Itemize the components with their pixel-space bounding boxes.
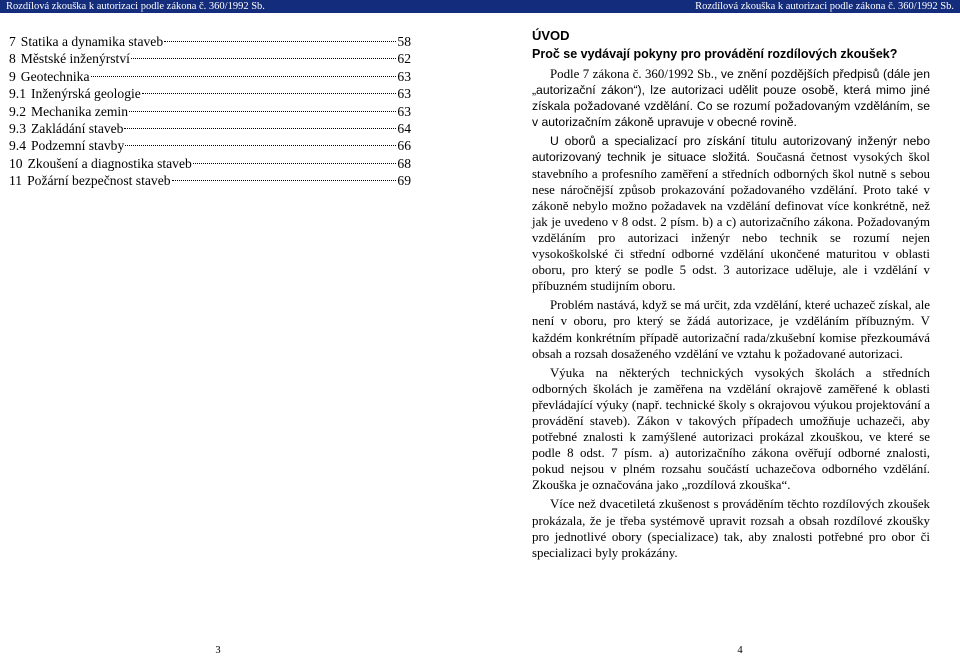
paragraph: [532, 133, 930, 294]
toc-entry[interactable]: [9, 33, 411, 50]
toc-dot-leader: [142, 93, 397, 94]
toc-entry-title: Zkoušení a diagnostika staveb: [27, 155, 192, 171]
page-number: 4: [737, 645, 743, 656]
toc-entry-page: 63: [397, 86, 411, 102]
toc-entry-page: 62: [397, 51, 411, 67]
toc-entry[interactable]: [9, 120, 411, 137]
toc-entry-number: 9.3: [9, 120, 26, 136]
toc-entry-number: 9.2: [9, 103, 26, 119]
toc-entry[interactable]: [9, 85, 411, 102]
right-page: [480, 0, 960, 663]
toc-entry-title: Zakládání staveb: [31, 120, 124, 136]
paragraph: Výuka na některých technických vysokých školách a středních odborných školách je zaměřena na vzdělání okrajově zaměřené k oblasti převládající výuky (např. technické školy s okrajovou výukou projektování a provádění staveb). Zákon v takových případech umožňuje uchazeči, aby potřebné znalosti k zamýšlené autorizaci prokázal zkouškou, ve které se podle 8 odst. 7 písm. a) autorizačního zákona ověřují odborné znalosti, pokud nejsou v plném rozsahu součástí uchazečova odborného vzdělání. Zkouška je označována jako „rozdílová zkouška“.: [532, 365, 930, 493]
toc-entry-title: Podzemní stavby: [31, 138, 125, 154]
toc-entry-page: 63: [397, 68, 411, 84]
paragraph-text: Podle 7 zákona č. 360/1992 Sb.: [550, 67, 714, 81]
toc-entry-title: Statika a dynamika staveb: [20, 34, 164, 49]
toc-entry-number: 7: [9, 34, 16, 49]
toc-dot-leader: [129, 111, 396, 112]
toc-dot-leader: [125, 145, 396, 146]
toc-dot-leader: [124, 128, 396, 129]
toc-entry-page: 58: [397, 34, 411, 49]
introduction-section: [532, 28, 930, 564]
toc-entry[interactable]: [9, 155, 411, 172]
toc-entry[interactable]: [9, 172, 411, 189]
section-heading: ÚVOD: [532, 28, 570, 43]
paragraph-text: Současná četnost vysokých škol stavebního a profesního zaměření a středních odborných škol nutně s sebou nese náročnější způsob prokazování požadovaného vzdělání. Proto také v zákoně nebylo možno požadavek na vzdělání definovat více konkrétně, než jak je uvedeno v 8 odst. 2 písm. b) a c) autorizačního zákona. Požadovaným vzděláním pro autorizaci inženýr nebo technik se rozumí nejen vysokoškolské či střední odborné vzdělání ukončené maturitou v oblasti oboru, pro který se podle 5 odst. 3 autorizace uděluje, ale i vzdělání v příbuzném studijním oboru.: [532, 150, 930, 294]
toc-entry-page: 63: [397, 103, 411, 119]
page-header: Rozdílová zkouška k autorizaci podle zákona č. 360/1992 Sb.: [480, 0, 960, 13]
toc-entry-page: 68: [397, 155, 411, 171]
toc-entry-title: Požární bezpečnost staveb: [27, 173, 171, 189]
toc-dot-leader: [193, 163, 397, 164]
toc-entry-number: 8: [9, 51, 16, 67]
toc-entry[interactable]: [9, 68, 411, 85]
toc-entry-number: 9.4: [9, 138, 26, 154]
page-header: Rozdílová zkouška k autorizaci podle zákona č. 360/1992 Sb.: [0, 0, 480, 13]
toc-entry-number: 11: [9, 173, 23, 189]
toc-entry-page: 66: [397, 138, 411, 154]
paragraph: Více než dvacetiletá zkušenost s prováděním těchto rozdílových zkoušek prokázala, že je třeba systémově upravit rozsah a obsah rozdílové zkoušky pro jednotlivé obory (specializace) tak, aby znalosti potřebné pro obor či specializaci byly prokázány.: [532, 497, 930, 560]
toc-dot-leader: [164, 41, 396, 42]
toc-dot-leader: [91, 76, 397, 77]
table-of-contents: [9, 33, 411, 190]
toc-entry-number: 9.1: [9, 86, 26, 102]
toc-entry[interactable]: [9, 103, 411, 120]
toc-dot-leader: [172, 180, 397, 181]
toc-entry-number: 10: [9, 155, 23, 171]
toc-entry-title: Geotechnika: [20, 68, 90, 84]
toc-entry-title: Městské inženýrství: [20, 51, 130, 67]
toc-entry-title: Mechanika zemin: [31, 103, 129, 119]
toc-dot-leader: [131, 58, 397, 59]
toc-entry-title: Inženýrská geologie: [31, 86, 141, 102]
section-subheading: Proč se vydávají pokyny pro provádění rozdílových zkoušek?: [532, 47, 898, 61]
toc-entry[interactable]: [9, 50, 411, 67]
paragraph-text: U oborů a specializací pro získání titulu autorizovaný inženýr nebo autorizovaný technik je situace složitá.: [532, 134, 930, 165]
paragraph-text: , ve znění pozdějších předpisů (dále jen „autorizační zákon“), lze autorizaci udělit pouze osobě, která mimo jiné získala požadované vzdělání. Co se rozumí požadovaným vzděláním, se v autorizačním zákoně upravuje v obecné rovině.: [532, 67, 930, 130]
page-number: 3: [215, 645, 221, 656]
paragraph: [532, 66, 930, 130]
toc-entry-number: 9: [9, 68, 16, 84]
toc-entry-page: 69: [397, 173, 411, 189]
toc-entry[interactable]: [9, 137, 411, 154]
paragraph: Problém nastává, když se má určit, zda vzdělání, které uchazeč získal, ale není v oboru, pro který se žádá autorizace, je vzděláním příbuzným. V každém konkrétním případě autorizační rada/zkušební komise přezkoumává obsah a rozsah dosaženého vzdělání ve vztahu k požadované autorizaci.: [532, 298, 930, 361]
toc-entry-page: 64: [397, 120, 411, 136]
